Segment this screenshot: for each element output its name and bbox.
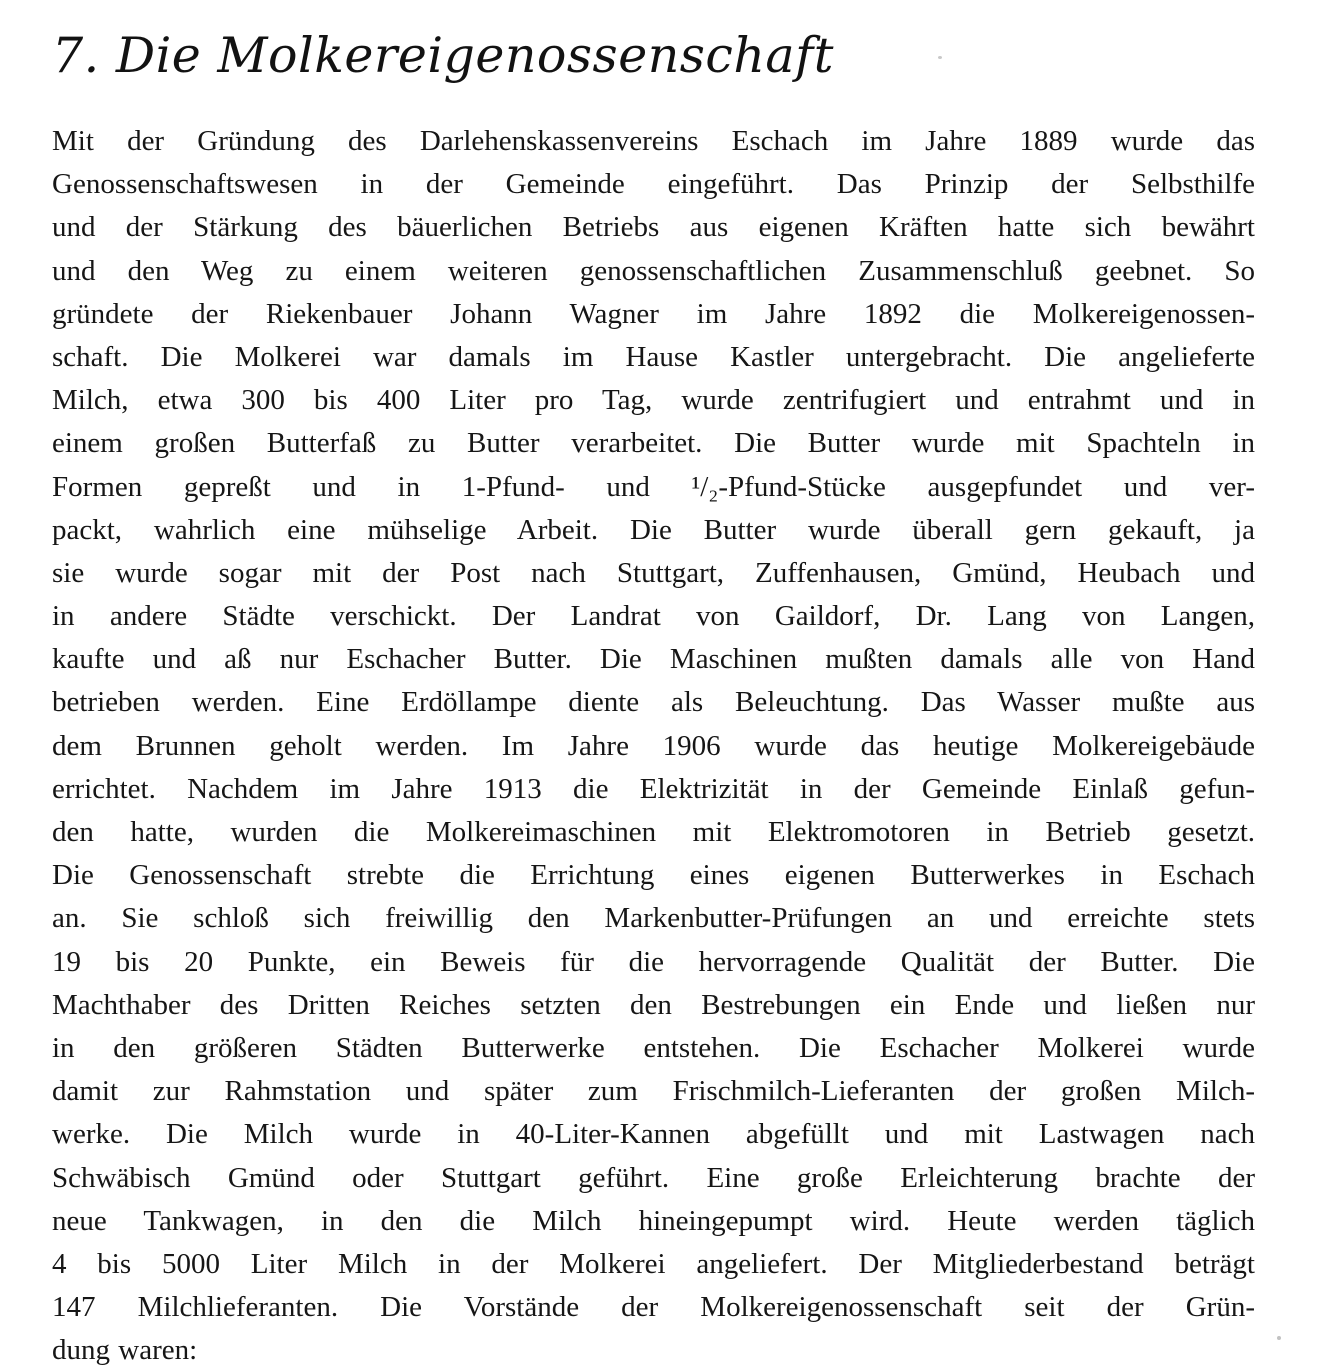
- text-line: 147 Milchlieferanten. Die Vorstände der Molkereigenossenschaft seit der Grün-: [52, 1291, 1255, 1324]
- text-line: einem großen Butterfaß zu Butter verarbeitet. Die Butter wurde mit Spachteln in: [52, 427, 1255, 460]
- text-line: packt, wahrlich eine mühselige Arbeit. Die Butter wurde überall gern gekauft, ja: [52, 513, 1255, 546]
- text-line: an. Sie schloß sich freiwillig den Markenbutter-Prüfungen an und erreichte stets: [52, 902, 1255, 935]
- text-line: den hatte, wurden die Molkereimaschinen mit Elektromotoren in Betrieb gesetzt.: [52, 816, 1255, 848]
- text-line: Schwäbisch Gmünd oder Stuttgart geführt. Eine große Erleichterung brachte der: [52, 1161, 1255, 1194]
- section-heading: 7. Die Molkereigenossenschaft: [52, 27, 834, 84]
- text-line: und der Stärkung des bäuerlichen Betriebs aus eigenen Kräften hatte sich bewährt: [52, 211, 1255, 244]
- text-line: in andere Städte verschickt. Der Landrat von Gaildorf, Dr. Lang von Langen,: [52, 600, 1255, 633]
- text-line: dem Brunnen geholt werden. Im Jahre 1906 wurde das heutige Molkereigebäude: [52, 729, 1255, 762]
- text-line: und den Weg zu einem weiteren genossenschaftlichen Zusammenschluß geebnet. So: [52, 254, 1255, 287]
- text-line: Mit der Gründung des Darlehenskassenvereins Eschach im Jahre 1889 wurde das: [52, 125, 1255, 157]
- text-line: Die Genossenschaft strebte die Errichtung eines eigenen Butterwerkes in Eschach: [52, 859, 1255, 892]
- scan-speck: [938, 56, 942, 59]
- text-line: Milch, etwa 300 bis 400 Liter pro Tag, wurde zentrifugiert und entrahmt und in: [52, 384, 1255, 417]
- text-line: dung waren:: [52, 1334, 198, 1367]
- text-line: Genossenschaftswesen in der Gemeinde eingeführt. Das Prinzip der Selbsthilfe: [52, 168, 1255, 201]
- text-line: werke. Die Milch wurde in 40-Liter-Kannen abgefüllt und mit Lastwagen nach: [52, 1118, 1255, 1151]
- text-line: damit zur Rahmstation und später zum Frischmilch-Lieferanten der großen Milch-: [52, 1075, 1255, 1108]
- text-line: 4 bis 5000 Liter Milch in der Molkerei angeliefert. Der Mitgliederbestand beträgt: [52, 1247, 1255, 1280]
- text-line: errichtet. Nachdem im Jahre 1913 die Elektrizität in der Gemeinde Einlaß gefun-: [52, 772, 1255, 805]
- text-line: neue Tankwagen, in den die Milch hineingepumpt wird. Heute werden täglich: [52, 1204, 1255, 1237]
- paragraph: [52, 120, 1255, 1372]
- text-line: in den größeren Städten Butterwerke entstehen. Die Eschacher Molkerei wurde: [52, 1031, 1255, 1064]
- text-line: Formen gepreßt und in 1-Pfund- und ¹/₂-Pfund-Stücke ausgepfundet und ver-: [52, 470, 1255, 503]
- text-line: kaufte und aß nur Eschacher Butter. Die Maschinen mußten damals alle von Hand: [52, 643, 1255, 676]
- text-line: sie wurde sogar mit der Post nach Stuttgart, Zuffenhausen, Gmünd, Heubach und: [52, 556, 1255, 589]
- text-line: 19 bis 20 Punkte, ein Beweis für die hervorragende Qualität der Butter. Die: [52, 945, 1255, 978]
- text-line: schaft. Die Molkerei war damals im Hause Kastler untergebracht. Die angelieferte: [52, 340, 1255, 373]
- scan-speck: [1277, 1336, 1281, 1340]
- text-line: betrieben werden. Eine Erdöllampe diente als Beleuchtung. Das Wasser mußte aus: [52, 686, 1255, 719]
- text-line: gründete der Riekenbauer Johann Wagner im Jahre 1892 die Molkereigenossen-: [52, 297, 1255, 330]
- text-line: Machthaber des Dritten Reiches setzten den Bestrebungen ein Ende und ließen nur: [52, 988, 1255, 1021]
